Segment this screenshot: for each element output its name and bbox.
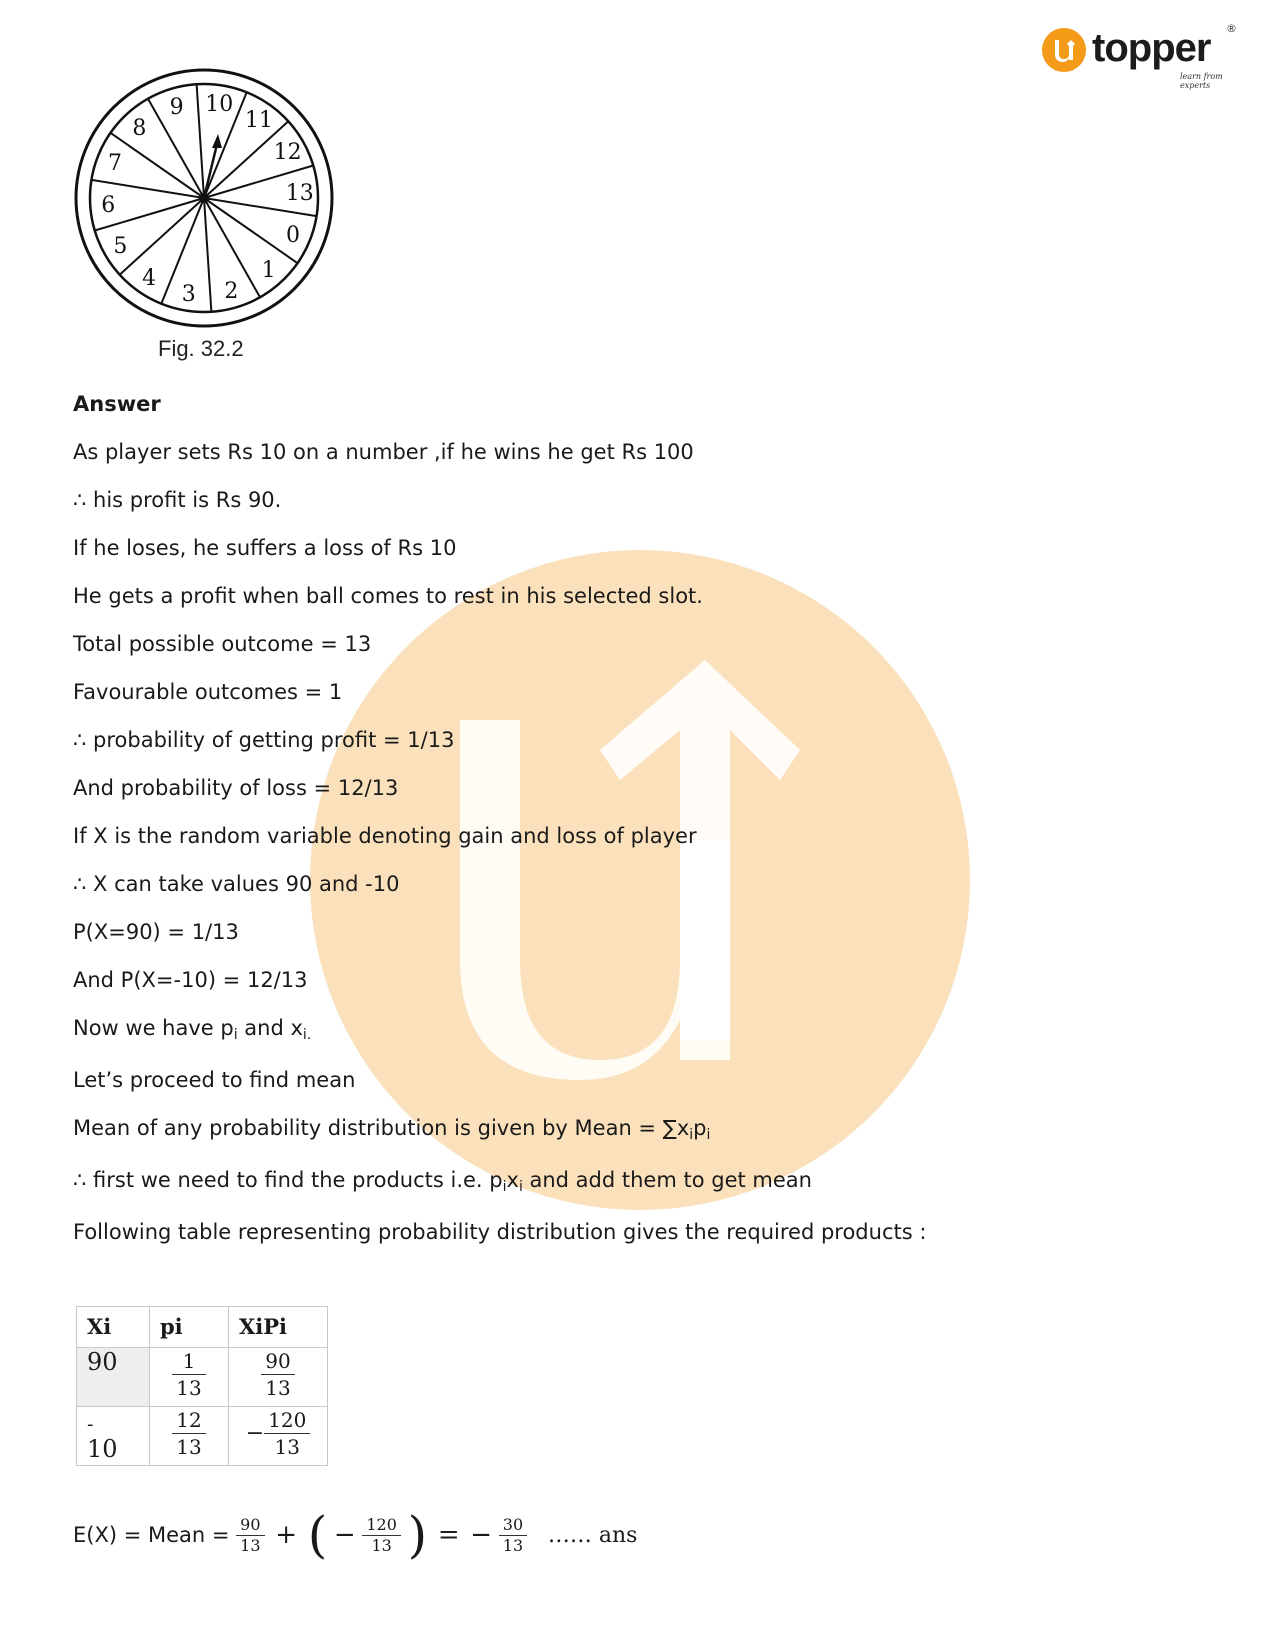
registered-mark: ® xyxy=(1226,22,1237,35)
cell-p: $\frac{12}{13}$ xyxy=(150,1407,229,1466)
cell-x: 90 xyxy=(77,1348,150,1407)
have-line: Now we have $p_i$ and $x_{i.}$ xyxy=(73,1016,312,1043)
answer-line: And P(X=-10) = 12/13 xyxy=(73,968,308,992)
answer-line: If X is the random variable denoting gain and loss of player xyxy=(73,824,697,848)
brand-logo xyxy=(1040,22,1240,90)
brand-name: topper xyxy=(1092,26,1211,70)
brand-tagline: learn from experts xyxy=(1180,72,1223,90)
wheel-number: 0 xyxy=(286,222,301,248)
cell-x: - 10 xyxy=(77,1407,150,1466)
wheel-spoke xyxy=(197,84,204,198)
wheel-number: 11 xyxy=(244,108,273,134)
cell-p: $\frac{1}{13}$ xyxy=(150,1348,229,1407)
answer-line: ∴ X can take values 90 and -10 xyxy=(73,872,400,896)
answer-line: If he loses, he suffers a loss of Rs 10 xyxy=(73,536,457,560)
proceed-line: Let’s proceed to find mean xyxy=(73,1068,356,1092)
answer-line: P(X=90) = 1/13 xyxy=(73,920,239,944)
wheel-number: 7 xyxy=(107,151,122,177)
cell-xp: $\frac{90}{13}$ xyxy=(229,1348,328,1407)
table-row xyxy=(77,1407,328,1466)
products-line: ∴ first we need to find the products i.e. $p_ix_i$ and add them to get mean xyxy=(73,1168,812,1195)
wheel-number: 10 xyxy=(205,92,234,118)
mean-equation: E(X) = Mean = $\frac{90}{13}$ + ( − $\frac{120}{13}$ ) = − $\frac{30}{13}$ …… ans xyxy=(73,1506,638,1564)
answer-heading: Answer xyxy=(73,392,161,416)
header-pi: pi xyxy=(150,1307,229,1348)
answer-line: He gets a profit when ball comes to rest in his selected slot. xyxy=(73,584,703,608)
answer-line: ∴ his profit is Rs 90. xyxy=(73,488,282,512)
wheel-spoke xyxy=(107,133,204,198)
wheel-number: 2 xyxy=(224,279,239,305)
wheel-spoke xyxy=(204,198,211,312)
answer-line: As player sets Rs 10 on a number ,if he wins he get Rs 100 xyxy=(73,440,694,464)
pointer-arrow-icon xyxy=(204,134,222,198)
wheel-number: 8 xyxy=(132,115,147,141)
wheel-number: 3 xyxy=(181,281,196,307)
answer-line: And probability of loss = 12/13 xyxy=(73,776,399,800)
answer-line: Total possible outcome = 13 xyxy=(73,632,372,656)
wheel-number: 4 xyxy=(142,265,157,291)
answer-line: Favourable outcomes = 1 xyxy=(73,680,343,704)
wheel-number: 12 xyxy=(273,139,302,165)
wheel-number: 5 xyxy=(113,234,128,260)
wheel-number: 9 xyxy=(169,94,184,120)
table-row xyxy=(77,1348,328,1407)
wheel-number: 13 xyxy=(285,180,314,206)
wheel-spoke xyxy=(204,198,301,263)
wheel-number: 1 xyxy=(261,258,276,284)
roulette-wheel-figure xyxy=(68,62,340,334)
header-xipi: XiPi xyxy=(229,1307,328,1348)
wheel-number: 6 xyxy=(101,193,116,219)
mean-definition-line: Mean of any probability distribution is given by Mean = $\sum x_ip_i$ xyxy=(73,1116,711,1143)
table-header-row xyxy=(77,1307,328,1348)
probability-distribution-table xyxy=(76,1306,328,1466)
table-intro-line: Following table representing probability distribution gives the required products : xyxy=(73,1220,927,1244)
cell-xp: − $\frac{120}{13}$ xyxy=(229,1407,328,1466)
figure-caption: Fig. 32.2 xyxy=(158,336,244,361)
header-xi: Xi xyxy=(77,1307,150,1348)
topper-u-icon xyxy=(1040,26,1088,74)
answer-line: ∴ probability of getting profit = 1/13 xyxy=(73,728,455,752)
